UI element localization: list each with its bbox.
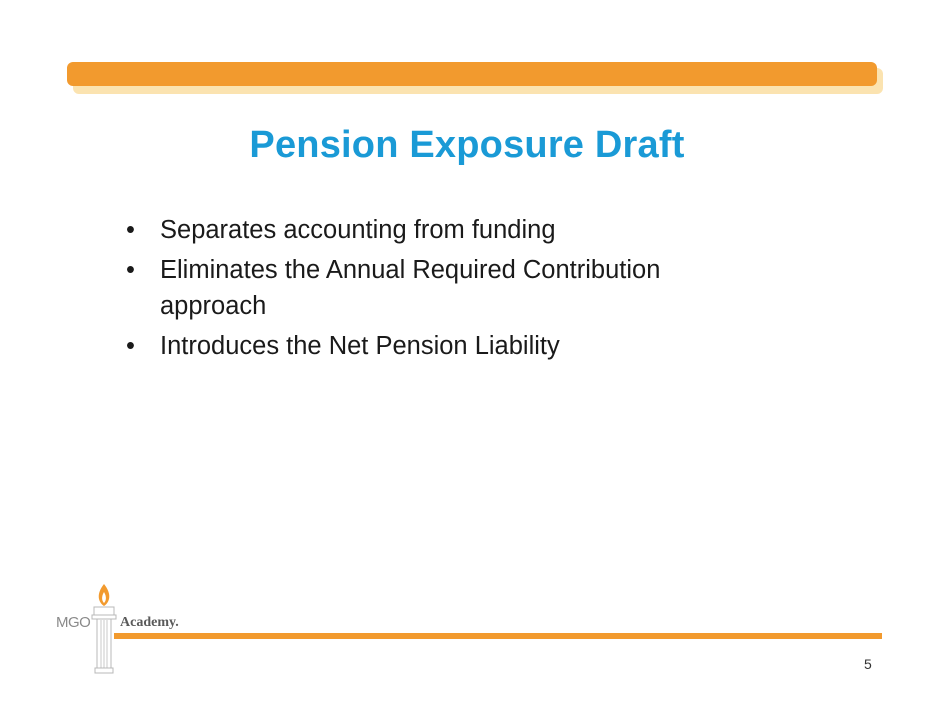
bottom-accent-bar	[114, 633, 882, 639]
page-number: 5	[864, 656, 872, 672]
bullet-text: Introduces the Net Pension Liability	[160, 332, 560, 360]
bullet-item	[126, 328, 766, 364]
bullet-list	[126, 212, 766, 368]
mgo-academy-logo	[56, 582, 196, 676]
logo-academy-text: Academy.	[120, 615, 179, 630]
slide-title: Pension Exposure Draft	[249, 124, 685, 166]
top-accent-bar	[67, 62, 877, 86]
bullet-text: Separates accounting from funding	[160, 216, 556, 244]
bullet-item	[126, 212, 766, 248]
bullet-marker: •	[126, 216, 135, 244]
logo-mgo-text: MGO	[56, 614, 91, 631]
bullet-text: Eliminates the Annual Required Contribution approach	[160, 256, 661, 320]
bullet-marker: •	[126, 256, 135, 284]
bullet-item	[126, 252, 766, 324]
bullet-marker: •	[126, 332, 135, 360]
